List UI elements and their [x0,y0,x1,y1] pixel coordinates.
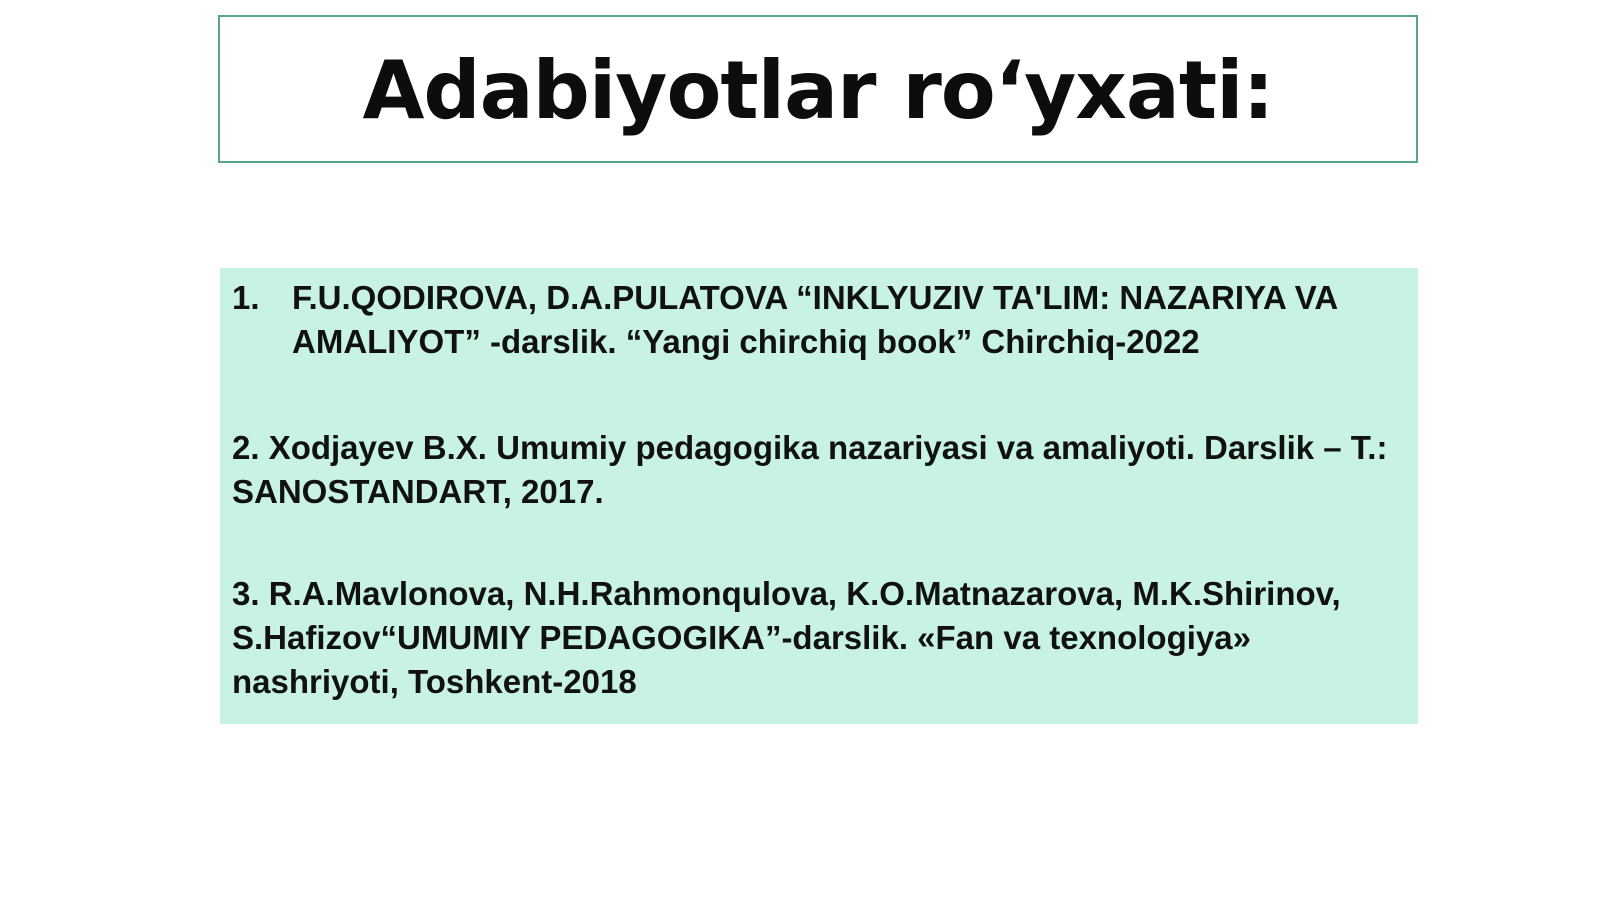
title-box [218,15,1418,163]
reference-text: F.U.QODIROVA, D.A.PULATOVA “INKLYUZIV TA'LIM: NAZARIYA VA AMALIYOT” -darslik. “Yangi chirchiq book” Chirchiq-2022 [292,279,1337,360]
reference-number: 1. [232,279,260,316]
slide-title: Adabiyotlar ro‘yxati: [362,43,1274,137]
reference-item: 3. R.A.Mavlonova, N.H.Rahmonqulova, K.O.Matnazarova, M.K.Shirinov, S.Hafizov“UMUMIY PEDAGOGIKA”-darslik. «Fan va texnologiya» nashriyoti, Toshkent-2018 [232,575,1341,700]
reference-item: 2. Xodjayev B.X. Umumiy pedagogika nazariyasi va amaliyoti. Darslik – T.: SANOSTANDART, 2017. [232,429,1388,510]
reference-item [232,276,1404,364]
references-box [220,268,1418,724]
